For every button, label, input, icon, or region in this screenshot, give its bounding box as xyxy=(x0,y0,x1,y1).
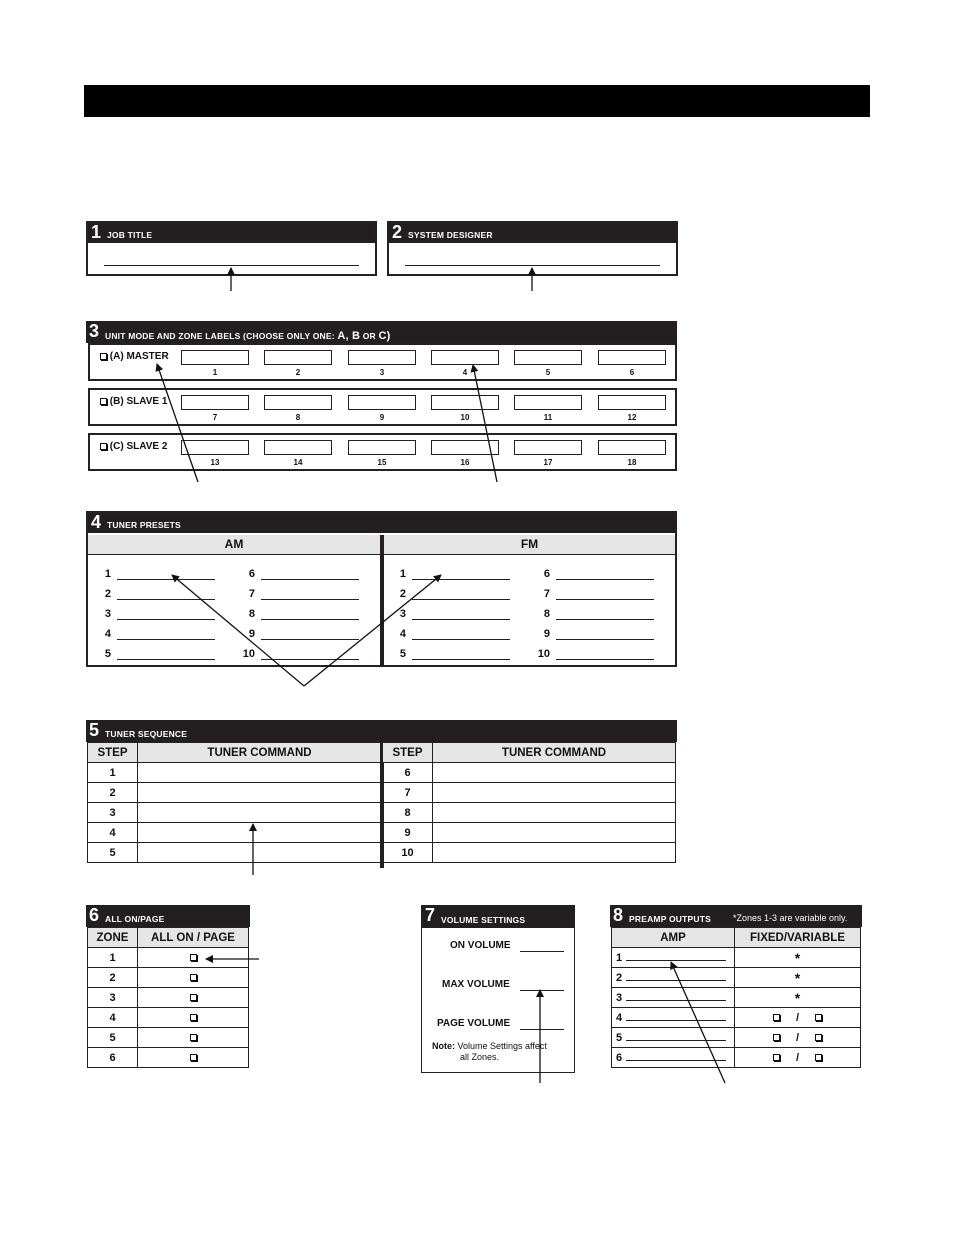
section-title: TUNER SEQUENCE xyxy=(105,729,188,739)
preset-number: 8 xyxy=(543,608,550,620)
variable-only-mark: * xyxy=(735,968,861,988)
zone-number: 8 xyxy=(295,413,301,422)
preset-number: 10 xyxy=(242,648,255,660)
step-number: 4 xyxy=(88,823,138,843)
preset-number: 9 xyxy=(543,628,550,640)
callout-arrow xyxy=(671,962,725,1083)
preset-number: 3 xyxy=(399,608,406,620)
separator: / xyxy=(795,1031,800,1044)
on-volume-label: ON VOLUME xyxy=(450,940,511,951)
max-volume-label: MAX VOLUME xyxy=(442,979,510,990)
preset-number: 9 xyxy=(248,628,255,640)
step-number: 9 xyxy=(383,823,433,843)
zone-number: 18 xyxy=(627,458,637,467)
zone-number: 3 xyxy=(379,368,385,377)
zone-number: 12 xyxy=(627,413,637,422)
preset-number: 7 xyxy=(248,588,255,600)
mode-label: (C) SLAVE 2 xyxy=(109,441,168,452)
zone-number: 2 xyxy=(295,368,301,377)
zone-number: 17 xyxy=(543,458,553,467)
page-volume-label: PAGE VOLUME xyxy=(437,1018,511,1029)
separator: / xyxy=(795,1011,800,1024)
step-number: 7 xyxy=(383,783,433,803)
variable-only-mark: * xyxy=(735,988,861,1008)
section-number: 5 xyxy=(89,720,100,740)
section-number: 2 xyxy=(392,222,403,242)
step-number: 6 xyxy=(383,763,433,783)
zone-number: 4 xyxy=(462,368,468,377)
zone-number: 5 xyxy=(88,1028,138,1048)
col-header: AMP xyxy=(612,928,735,948)
zone-number: 2 xyxy=(616,971,623,984)
zone-number: 2 xyxy=(88,968,138,988)
zone-number: 6 xyxy=(616,1051,623,1064)
preset-number: 4 xyxy=(104,628,111,640)
step-number: 3 xyxy=(88,803,138,823)
zone-number: 4 xyxy=(616,1011,623,1024)
col-header: FIXED/VARIABLE xyxy=(735,928,861,948)
zone-number: 3 xyxy=(88,988,138,1008)
zone-number: 3 xyxy=(616,991,623,1004)
title-part: ) xyxy=(386,330,391,342)
volume-note-line2: all Zones. xyxy=(460,1052,500,1062)
col-header: TUNER COMMAND xyxy=(433,743,676,763)
fm-band-header: FM xyxy=(384,535,675,555)
col-header: TUNER COMMAND xyxy=(138,743,382,763)
zone-number: 11 xyxy=(543,413,553,422)
mode-label: (A) MASTER xyxy=(109,351,169,362)
preset-number: 2 xyxy=(399,588,406,600)
section-title: ALL ON/PAGE xyxy=(105,914,165,924)
preset-number: 7 xyxy=(543,588,550,600)
zone-number: 14 xyxy=(293,458,303,467)
section-number: 8 xyxy=(613,905,624,925)
zone-number: 5 xyxy=(545,368,551,377)
col-header: ZONE xyxy=(88,928,138,948)
zone-number: 15 xyxy=(377,458,387,467)
section-title: PREAMP OUTPUTS xyxy=(629,914,711,924)
preset-number: 6 xyxy=(543,568,550,580)
mode-label: (B) SLAVE 1 xyxy=(109,396,168,407)
preset-number: 5 xyxy=(399,648,406,660)
zone-number: 16 xyxy=(460,458,470,467)
variable-only-mark: * xyxy=(735,948,861,968)
zone-number: 9 xyxy=(379,413,385,422)
col-header: STEP xyxy=(88,743,138,763)
step-number: 5 xyxy=(88,843,138,863)
am-band-header: AM xyxy=(88,535,380,555)
callout-arrow xyxy=(172,575,304,686)
section-number: 4 xyxy=(91,512,102,532)
preset-number: 6 xyxy=(248,568,255,580)
preset-number: 1 xyxy=(104,568,111,580)
section-number: 7 xyxy=(425,905,436,925)
separator: / xyxy=(795,1051,800,1064)
col-header: ALL ON / PAGE xyxy=(138,928,249,948)
section-number: 1 xyxy=(91,222,102,242)
preset-number: 4 xyxy=(399,628,406,640)
section-title: VOLUME SETTINGS xyxy=(441,915,526,925)
preset-number: 10 xyxy=(537,648,550,660)
preset-number: 2 xyxy=(104,588,111,600)
section-title: SYSTEM DESIGNER xyxy=(408,230,493,240)
preamp-footnote: *Zones 1-3 are variable only. xyxy=(733,913,848,923)
callout-arrow xyxy=(157,364,198,482)
col-header: STEP xyxy=(383,743,433,763)
zone-number: 5 xyxy=(616,1031,623,1044)
section-title: TUNER PRESETS xyxy=(107,520,181,530)
section-title: JOB TITLE xyxy=(107,230,153,240)
section-number: 3 xyxy=(89,321,100,341)
note-label: Note: xyxy=(432,1041,455,1051)
step-number: 10 xyxy=(383,843,433,863)
zone-number: 13 xyxy=(210,458,220,467)
title-part: OR xyxy=(360,331,379,341)
step-number: 2 xyxy=(88,783,138,803)
section-number: 6 xyxy=(89,905,100,925)
preset-number: 5 xyxy=(104,648,111,660)
zone-number: 7 xyxy=(212,413,218,422)
title-part: C xyxy=(378,330,387,342)
zone-number: 6 xyxy=(629,368,635,377)
preset-number: 3 xyxy=(104,608,111,620)
callout-arrow xyxy=(473,365,497,482)
step-number: 8 xyxy=(383,803,433,823)
step-number: 1 xyxy=(88,763,138,783)
zone-number: 10 xyxy=(460,413,470,422)
zone-number: 1 xyxy=(88,948,138,968)
callout-arrow xyxy=(304,575,441,686)
preset-number: 1 xyxy=(399,568,406,580)
zone-number: 4 xyxy=(88,1008,138,1028)
zone-number: 1 xyxy=(212,368,218,377)
title-part: A, B xyxy=(337,330,361,342)
preset-number: 8 xyxy=(248,608,255,620)
note-text: Volume Settings affect xyxy=(455,1041,547,1051)
zone-number: 1 xyxy=(616,951,623,964)
zone-number: 6 xyxy=(88,1048,138,1068)
title-part: UNIT MODE AND ZONE LABELS (CHOOSE ONLY ONE: xyxy=(105,331,338,341)
